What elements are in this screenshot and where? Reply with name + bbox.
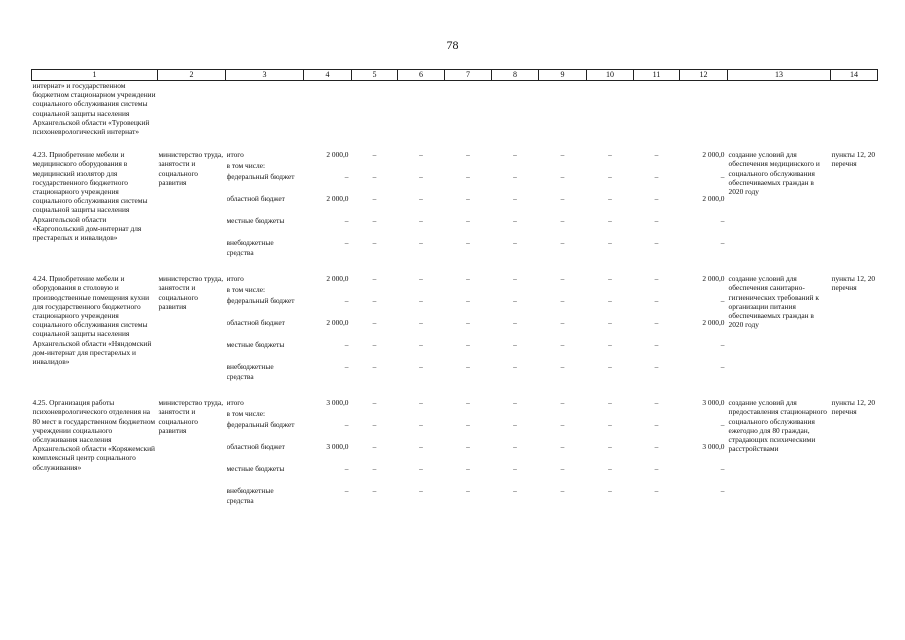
amount-2020 — [680, 274, 728, 384]
empty-value: – — [560, 274, 565, 284]
empty-value: – — [513, 194, 517, 204]
amount-value: – — [344, 172, 349, 182]
empty-value: – — [419, 274, 423, 284]
column-number: 3 — [226, 70, 304, 81]
empty-value — [635, 409, 679, 420]
empty-value: – — [419, 398, 423, 408]
empty-value: – — [372, 442, 377, 452]
funding-source-label: итого — [226, 150, 244, 160]
empty-value: – — [608, 274, 612, 284]
year-col-9 — [539, 274, 587, 384]
empty-value: – — [560, 172, 565, 182]
empty-value — [635, 161, 679, 172]
column-number: 4 — [304, 70, 352, 81]
continuation-row — [32, 81, 878, 137]
funding-source-label: итого — [226, 398, 244, 408]
year-col-5 — [352, 398, 398, 508]
amount-value: 2 000,0 — [702, 318, 725, 328]
empty-value: – — [466, 442, 470, 452]
empty-value: – — [560, 296, 565, 306]
empty-value: – — [654, 420, 659, 430]
empty-value — [588, 409, 633, 420]
empty-value: – — [654, 318, 659, 328]
empty-value: – — [372, 172, 377, 182]
empty-value — [353, 161, 397, 172]
empty-value: – — [608, 216, 612, 226]
empty-value: – — [608, 340, 612, 350]
empty-value: – — [608, 486, 612, 496]
program-row — [32, 150, 878, 260]
empty-value: – — [560, 150, 565, 160]
funding-source-label: местные бюджеты — [226, 216, 285, 226]
amount-value — [681, 409, 725, 420]
empty-value: – — [419, 194, 423, 204]
empty-value: – — [654, 398, 659, 408]
empty-value: – — [560, 464, 565, 474]
funding-source-label: федеральный бюджет — [226, 172, 295, 182]
empty-value: – — [654, 194, 659, 204]
empty-value: – — [513, 362, 517, 372]
year-col-10 — [587, 150, 634, 260]
amount-total — [304, 274, 352, 384]
empty-value — [540, 285, 586, 296]
empty-value — [353, 409, 397, 420]
expected-result: создание условий для обеспечения медицинского и социального обслуживания обеспечиваемых граждан в 2020 году — [728, 150, 820, 197]
empty-value: – — [560, 238, 565, 248]
empty-value: – — [513, 216, 517, 226]
amount-2020 — [680, 150, 728, 260]
column-number: 8 — [492, 70, 539, 81]
empty-value: – — [372, 296, 377, 306]
empty-value: – — [560, 362, 565, 372]
activity-name: 4.23. Приобретение мебели и медицинского оборудования в медицинский изолятор для государственного бюджетного стационарного учреждения социального обслуживания системы социальной защиты населения Архангельской области «Каргопольский дом-интернат для престарелых и инвалидов» — [32, 150, 148, 243]
empty-value: – — [372, 420, 377, 430]
empty-value: – — [608, 442, 612, 452]
empty-value: – — [466, 150, 470, 160]
empty-value: – — [513, 274, 517, 284]
program-row — [32, 398, 878, 508]
empty-value: – — [654, 464, 659, 474]
empty-value: – — [419, 318, 423, 328]
amount-value: 2 000,0 — [326, 274, 349, 284]
year-col-11 — [634, 398, 680, 508]
column-number: 11 — [634, 70, 680, 81]
funding-source-label: местные бюджеты — [226, 464, 285, 474]
funding-source-label: областной бюджет — [226, 318, 285, 328]
empty-value: – — [372, 194, 377, 204]
empty-value: – — [608, 172, 612, 182]
column-number: 10 — [587, 70, 634, 81]
funding-source-label: внебюджетные средства — [226, 238, 274, 258]
amount-value: – — [720, 420, 725, 430]
empty-value: – — [654, 442, 659, 452]
amount-value: – — [720, 464, 725, 474]
funding-sources — [226, 150, 304, 260]
empty-value: – — [466, 340, 470, 350]
funding-source-label: в том числе: — [226, 409, 266, 419]
empty-value: – — [372, 398, 377, 408]
activity-name: 4.25. Организация работы психоневрологического отделения на 80 мест в государственном бюджетном учреждении социального обслуживания населения Архангельской области «Коряжемский комплексный центр социального обслуживания» — [32, 398, 156, 472]
empty-value: – — [513, 442, 517, 452]
empty-value: – — [608, 150, 612, 160]
funding-sources — [226, 274, 304, 384]
empty-value: – — [560, 216, 565, 226]
year-col-7 — [445, 398, 492, 508]
empty-value: – — [513, 318, 517, 328]
empty-value: – — [466, 420, 470, 430]
empty-value — [493, 409, 538, 420]
empty-value: – — [608, 420, 612, 430]
empty-value: – — [654, 362, 659, 372]
amount-value: – — [344, 464, 349, 474]
year-col-9 — [539, 150, 587, 260]
amount-value: – — [344, 216, 349, 226]
activity-name: 4.24. Приобретение мебели и оборудования в столовую и производственные помещения кухни для государственного бюджетного стационарного учреждения социального обслуживания системы социальной защиты населения Архангельской области «Няндомский дом-интернат для престарелых и инвалидов» — [32, 274, 152, 367]
amount-value: – — [720, 340, 725, 350]
empty-value: – — [466, 274, 470, 284]
empty-value — [588, 161, 633, 172]
year-col-10 — [587, 398, 634, 508]
empty-value: – — [372, 464, 377, 474]
empty-value: – — [654, 486, 659, 496]
year-col-5 — [352, 150, 398, 260]
column-number: 7 — [445, 70, 492, 81]
amount-value: – — [720, 362, 725, 372]
year-col-11 — [634, 274, 680, 384]
empty-value: – — [419, 362, 423, 372]
empty-value — [399, 409, 444, 420]
year-col-6 — [398, 398, 445, 508]
empty-value — [446, 409, 491, 420]
executor: министерство труда, занятости и социального развития — [158, 398, 224, 435]
column-number: 5 — [352, 70, 398, 81]
empty-value: – — [608, 398, 612, 408]
year-col-9 — [539, 398, 587, 508]
empty-value — [540, 409, 586, 420]
year-col-8 — [492, 398, 539, 508]
empty-value — [493, 161, 538, 172]
amount-total — [304, 150, 352, 260]
executor: министерство труда, занятости и социального развития — [158, 274, 224, 311]
year-col-8 — [492, 150, 539, 260]
empty-value: – — [560, 486, 565, 496]
amount-value: – — [720, 486, 725, 496]
amount-value — [305, 285, 349, 296]
empty-value: – — [560, 398, 565, 408]
column-number-row — [32, 70, 878, 81]
year-col-11 — [634, 150, 680, 260]
empty-value: – — [466, 318, 470, 328]
empty-value: – — [608, 238, 612, 248]
empty-value — [540, 161, 586, 172]
column-number: 1 — [32, 70, 158, 81]
amount-value: – — [720, 296, 725, 306]
expected-result: создание условий для предоставления стационарного социального обслуживания ежегодно для 80 граждан, страдающих психическими расстройствами — [728, 398, 827, 454]
empty-value: – — [372, 318, 377, 328]
amount-2020 — [680, 398, 728, 508]
amount-value: – — [344, 296, 349, 306]
empty-value — [493, 285, 538, 296]
amount-value: 2 000,0 — [702, 194, 725, 204]
empty-value: – — [419, 420, 423, 430]
amount-value — [681, 285, 725, 296]
amount-value: 2 000,0 — [326, 318, 349, 328]
funding-source-label: в том числе: — [226, 161, 266, 171]
program-table — [31, 69, 878, 508]
empty-value: – — [513, 486, 517, 496]
program-row — [32, 274, 878, 384]
funding-source-label: местные бюджеты — [226, 340, 285, 350]
empty-value: – — [466, 238, 470, 248]
column-number: 9 — [539, 70, 587, 81]
year-col-10 — [587, 274, 634, 384]
empty-value: – — [654, 296, 659, 306]
amount-value: – — [344, 486, 349, 496]
empty-value: – — [419, 216, 423, 226]
empty-value: – — [560, 340, 565, 350]
column-number: 13 — [728, 70, 831, 81]
empty-value: – — [513, 238, 517, 248]
empty-value: – — [466, 464, 470, 474]
empty-value: – — [419, 238, 423, 248]
empty-value: – — [419, 172, 423, 182]
empty-value: – — [513, 172, 517, 182]
column-number: 2 — [158, 70, 226, 81]
amount-value: 2 000,0 — [326, 150, 349, 160]
amount-value: 3 000,0 — [702, 442, 725, 452]
empty-value: – — [372, 340, 377, 350]
amount-value: – — [720, 216, 725, 226]
empty-value: – — [419, 296, 423, 306]
empty-value: – — [466, 296, 470, 306]
column-number: 6 — [398, 70, 445, 81]
empty-value — [446, 161, 491, 172]
empty-value: – — [372, 486, 377, 496]
empty-value: – — [654, 172, 659, 182]
column-number: 12 — [680, 70, 728, 81]
funding-source-label: внебюджетные средства — [226, 486, 274, 506]
empty-value: – — [560, 442, 565, 452]
empty-value: – — [513, 464, 517, 474]
amount-total — [304, 398, 352, 508]
empty-value: – — [654, 216, 659, 226]
empty-value: – — [560, 194, 565, 204]
empty-value — [353, 285, 397, 296]
amount-value: 3 000,0 — [326, 442, 349, 452]
empty-value: – — [654, 274, 659, 284]
expected-result: создание условий для обеспечения санитарно-гигиенических требований к организации питания обеспечиваемых граждан в 2020 году — [728, 274, 819, 330]
amount-value: – — [344, 238, 349, 248]
empty-value: – — [560, 318, 565, 328]
empty-value: – — [513, 420, 517, 430]
funding-source-label: областной бюджет — [226, 442, 285, 452]
empty-value: – — [608, 194, 612, 204]
empty-value: – — [419, 340, 423, 350]
empty-value: – — [372, 216, 377, 226]
year-col-7 — [445, 274, 492, 384]
empty-value: – — [608, 318, 612, 328]
empty-value: – — [419, 486, 423, 496]
amount-value: 2 000,0 — [702, 274, 725, 284]
year-col-6 — [398, 150, 445, 260]
reference: пункты 12, 20 перечня — [831, 398, 876, 417]
funding-source-label: федеральный бюджет — [226, 420, 295, 430]
year-col-7 — [445, 150, 492, 260]
funding-source-label: областной бюджет — [226, 194, 285, 204]
funding-source-label: федеральный бюджет — [226, 296, 295, 306]
empty-value: – — [513, 398, 517, 408]
amount-value: 3 000,0 — [326, 398, 349, 408]
empty-value: – — [654, 238, 659, 248]
reference: пункты 12, 20 перечня — [831, 150, 876, 169]
amount-value: 2 000,0 — [326, 194, 349, 204]
empty-value: – — [466, 194, 470, 204]
empty-value: – — [372, 362, 377, 372]
reference: пункты 12, 20 перечня — [831, 274, 876, 293]
empty-value: – — [419, 464, 423, 474]
empty-value: – — [513, 296, 517, 306]
empty-value: – — [466, 486, 470, 496]
amount-value: 2 000,0 — [702, 150, 725, 160]
empty-value: – — [513, 340, 517, 350]
amount-value: – — [344, 420, 349, 430]
year-col-5 — [352, 274, 398, 384]
executor: министерство труда, занятости и социального развития — [158, 150, 224, 187]
empty-value: – — [608, 362, 612, 372]
empty-value: – — [466, 172, 470, 182]
empty-value: – — [466, 362, 470, 372]
empty-value: – — [608, 464, 612, 474]
empty-value: – — [560, 420, 565, 430]
page-number: 78 — [446, 38, 459, 52]
column-number: 14 — [831, 70, 878, 81]
empty-value: – — [419, 150, 423, 160]
funding-sources — [226, 398, 304, 508]
empty-value: – — [654, 340, 659, 350]
empty-value: – — [372, 238, 377, 248]
amount-value: – — [344, 362, 349, 372]
amount-value — [681, 161, 725, 172]
empty-value: – — [466, 216, 470, 226]
empty-value — [399, 285, 444, 296]
amount-value: – — [344, 340, 349, 350]
empty-value — [635, 285, 679, 296]
empty-value: – — [419, 442, 423, 452]
amount-value: – — [720, 238, 725, 248]
empty-value — [399, 161, 444, 172]
amount-value — [305, 409, 349, 420]
empty-value: – — [654, 150, 659, 160]
empty-value — [446, 285, 491, 296]
amount-value: – — [720, 172, 725, 182]
continuation-text: интернат» и государственном бюджетном стационарном учреждении социального обслуживания системы социальной защиты населения Архангельской области «Туровецкий психоневрологический интернат» — [32, 81, 156, 137]
empty-value: – — [513, 150, 517, 160]
empty-value — [588, 285, 633, 296]
funding-source-label: итого — [226, 274, 244, 284]
amount-value — [305, 161, 349, 172]
empty-value: – — [608, 296, 612, 306]
empty-value: – — [466, 398, 470, 408]
year-col-6 — [398, 274, 445, 384]
amount-value: 3 000,0 — [702, 398, 725, 408]
empty-value: – — [372, 150, 377, 160]
empty-value: – — [372, 274, 377, 284]
year-col-8 — [492, 274, 539, 384]
funding-source-label: в том числе: — [226, 285, 266, 295]
funding-source-label: внебюджетные средства — [226, 362, 274, 382]
